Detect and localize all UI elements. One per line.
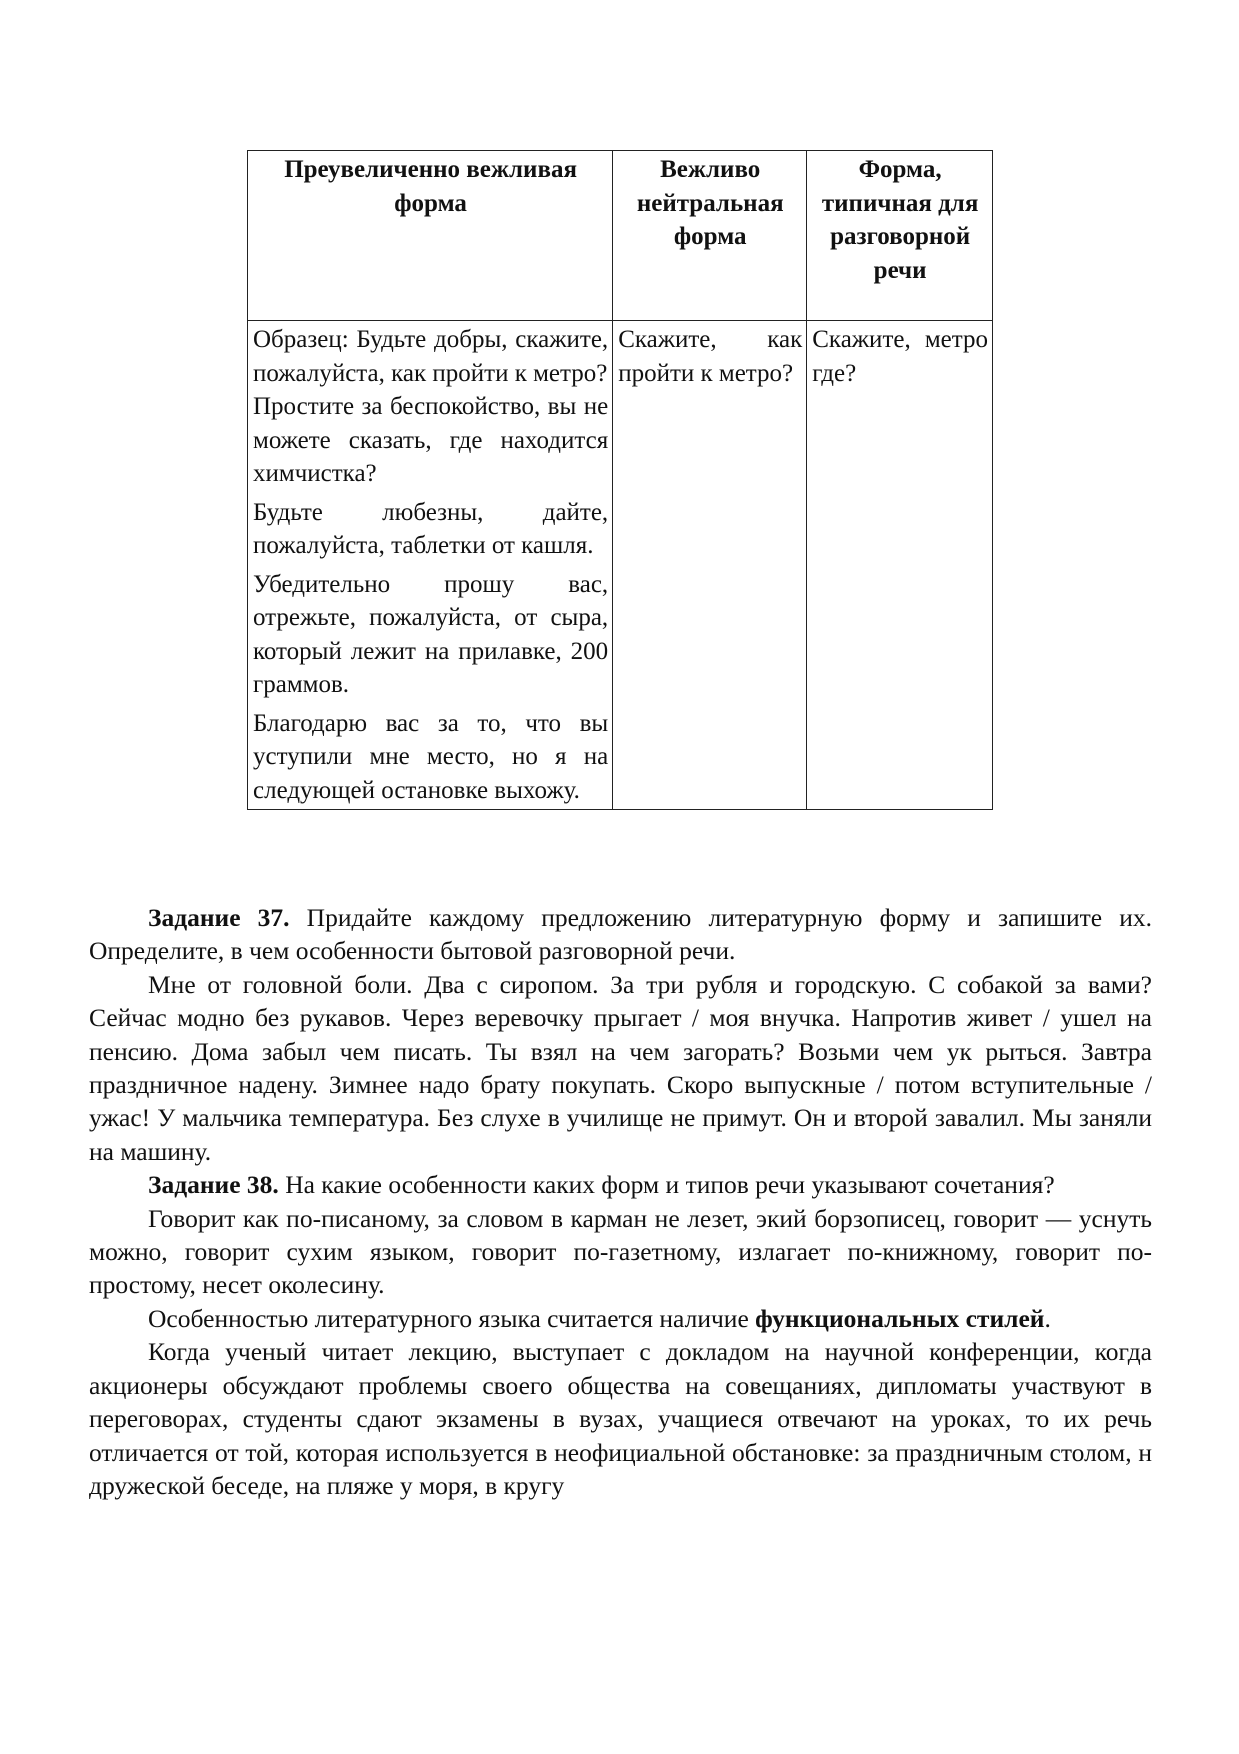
example-sentence: Образец: Будьте добры, скажите, пожалуйста, как пройти к метро? <box>253 326 609 387</box>
cell-colloquial-example <box>807 321 993 810</box>
cell-exaggerated-examples <box>248 321 613 810</box>
styles-term: функциональных стилей <box>755 1303 1045 1333</box>
example-sentence: Будьте любезны, дайте, пожалуйста, таблетки от кашля. <box>253 498 609 559</box>
example-sentence: Благодарю вас за то, что вы уступили мне место, но я на следующей остановке выхожу. <box>253 709 609 804</box>
table-row <box>248 321 993 810</box>
body-text <box>89 901 1152 1502</box>
task-37-examples: Мне от головной боли. Два с сиропом. За три рубля и городскую. С собакой за вами? Сейчас модно без рукавов. Через веревочку прыгает / моя внучка. Напротив живет / ушел на пенсию. Дома забыл чем писать. Ты взял на чем загорать? Возьми чем ук рыться. Завтра праздничное надену. Зимнее надо брату покупать. Скоро выпускные / потом вступительные / ужас! У мальчика температура. Без слухе в училище не примут. Он и второй завалил. Мы заняли на машину. <box>89 969 1152 1166</box>
speech-forms-table <box>247 150 993 810</box>
closing-paragraph: Когда ученый читает лекцию, выступает с докладом на научной конференции, когда акционеры обсуждают проблемы своего общества на совещаниях, дипломаты участвуют в переговорах, студенты сдают экзамены в вузах, учащиеся отвечают на уроках, то их речь отличается от той, которая используется в неофициальной обстановке: за праздничным столом, н дружеской беседе, на пляже у моря, в кругу <box>89 1337 1152 1500</box>
styles-text-after: . <box>1044 1303 1051 1333</box>
task-37-paragraph <box>89 901 1152 968</box>
task-38-paragraph <box>89 1168 1152 1201</box>
task-38-examples: Говорит как по-писаному, за словом в карман не лезет, экий борзописец, говорит — уснуть можно, говорит сухим языком, говорит по-газетному, излагает по-книжному, говорит по-простому, несет околесину. <box>89 1203 1152 1300</box>
header-colloquial: Форма, типичная для разговорной речи <box>807 151 993 321</box>
styles-text-before: Особенностью литературного языка считается наличие <box>148 1303 756 1333</box>
example-sentence: Убедительно прошу вас, отрежьте, пожалуйста, от сыра, который лежит на прилавке, 200 граммов. <box>253 570 609 698</box>
task-37-text: Придайте каждому предложению литературную форму и запишите их. Определите, в чем особенности бытовой разговорной речи. <box>89 903 1152 966</box>
example-sentence: Простите за беспокойство, вы не можете сказать, где находится химчистка? <box>253 393 609 487</box>
functional-styles-paragraph <box>89 1302 1152 1335</box>
cell-neutral-example <box>613 321 807 810</box>
task-38-label: Задание 38. <box>148 1170 279 1200</box>
task-37-label: Задание 37. <box>148 903 290 932</box>
task-38-text: На какие особенности каких форм и типов речи указывают сочетания? <box>278 1170 1055 1200</box>
example-sentence: Скажите, как пройти к метро? <box>618 326 803 387</box>
header-exaggerated-polite: Преувеличенно вежливая форма <box>248 151 613 321</box>
example-sentence: Скажите, метро где? <box>812 326 988 387</box>
table-header-row <box>248 151 993 321</box>
header-neutral-polite: Вежливо нейтральная форма <box>613 151 807 321</box>
